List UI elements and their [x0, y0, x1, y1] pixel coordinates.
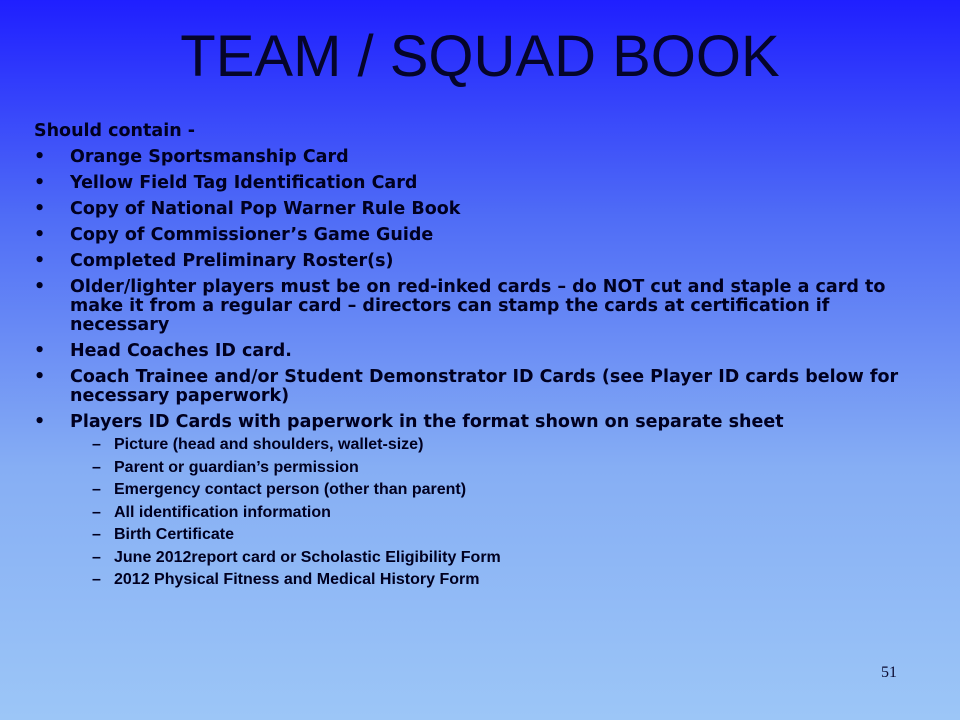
bullet-item: • Head Coaches ID card. — [34, 342, 914, 361]
sub-item: – 2012 Physical Fitness and Medical History Form — [70, 571, 914, 589]
bullet-item: • Yellow Field Tag Identification Card — [34, 174, 914, 193]
intro-text: Should contain - — [34, 121, 196, 141]
sub-item: – Emergency contact person (other than parent) — [70, 481, 914, 499]
sub-item: – Birth Certificate — [70, 526, 914, 544]
bullet-item: • Coach Trainee and/or Student Demonstrator ID Cards (see Player ID cards below for necessary paperwork) — [34, 368, 914, 406]
sub-item: – Picture (head and shoulders, wallet-size) — [70, 436, 914, 454]
bullet-item: • Orange Sportsmanship Card — [34, 148, 914, 167]
bullet-item-players-id — [34, 413, 914, 589]
bullet-item: • Completed Preliminary Roster(s) — [34, 252, 914, 271]
bullet-list — [34, 148, 914, 589]
sub-item: – June 2012report card or Scholastic Eligibility Form — [70, 549, 914, 567]
page-number: 51 — [881, 664, 897, 681]
sub-list — [70, 436, 914, 589]
sub-item: – Parent or guardian’s permission — [70, 459, 914, 477]
bullet-item: • Copy of National Pop Warner Rule Book — [34, 200, 914, 219]
bullet-item: • Copy of Commissioner’s Game Guide — [34, 226, 914, 245]
bullet-item-label: Players ID Cards with paperwork in the format shown on separate sheet — [70, 412, 784, 432]
sub-item: – All identification information — [70, 504, 914, 522]
bullet-item: • Older/lighter players must be on red-inked cards – do NOT cut and staple a card to make it from a regular card – directors can stamp the cards at certification if necessary — [34, 278, 914, 335]
slide-title: TEAM / SQUAD BOOK — [180, 24, 780, 89]
slide-body — [34, 122, 914, 596]
